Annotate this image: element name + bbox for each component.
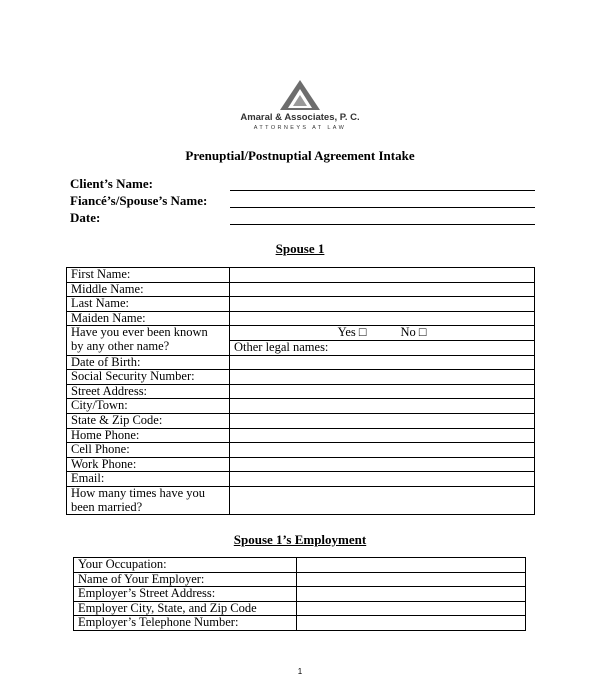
maiden-name-input[interactable] <box>230 311 535 326</box>
row-label: Employer’s Street Address: <box>74 587 297 602</box>
employment-table <box>73 557 526 631</box>
married-label-line2: been married? <box>67 501 230 515</box>
known-as-label-line1: Have you ever been known <box>67 326 230 341</box>
other-names-label: Other legal names: <box>234 339 329 354</box>
row-label: Employer’s Telephone Number: <box>74 616 297 631</box>
table-row <box>67 326 535 341</box>
known-as-label-line2: by any other name? <box>67 340 230 355</box>
table-row <box>74 572 526 587</box>
row-label: Work Phone: <box>67 457 230 472</box>
ssn-input[interactable] <box>230 370 535 385</box>
spouse1-table <box>66 267 535 515</box>
row-label: Name of Your Employer: <box>74 572 297 587</box>
table-row <box>67 340 535 355</box>
table-row <box>74 587 526 602</box>
row-label: State & Zip Code: <box>67 413 230 428</box>
row-label: Last Name: <box>67 297 230 312</box>
clients-name-field[interactable] <box>230 190 535 191</box>
cell-phone-input[interactable] <box>230 443 535 458</box>
row-label: Cell Phone: <box>67 443 230 458</box>
row-label: Email: <box>67 472 230 487</box>
table-row <box>67 399 535 414</box>
firm-logo <box>230 78 370 134</box>
table-row <box>67 486 535 500</box>
yes-checkbox[interactable]: Yes □ <box>337 325 367 340</box>
triangle-logo-icon <box>278 78 322 112</box>
table-row <box>67 457 535 472</box>
table-row <box>67 311 535 326</box>
date-field[interactable] <box>230 224 535 225</box>
no-checkbox[interactable]: No □ <box>400 325 427 340</box>
street-address-input[interactable] <box>230 384 535 399</box>
other-legal-names-input[interactable] <box>230 340 535 355</box>
employer-name-input[interactable] <box>297 572 526 587</box>
spouse-name-field[interactable] <box>230 207 535 208</box>
times-married-input[interactable] <box>230 486 535 514</box>
middle-name-input[interactable] <box>230 282 535 297</box>
first-name-input[interactable] <box>230 268 535 283</box>
work-phone-input[interactable] <box>230 457 535 472</box>
firm-name: Amaral & Associates, P. C. <box>240 112 360 123</box>
table-row <box>74 558 526 573</box>
table-row <box>67 370 535 385</box>
row-label: Maiden Name: <box>67 311 230 326</box>
table-row <box>67 282 535 297</box>
table-row <box>67 355 535 370</box>
table-row <box>74 601 526 616</box>
row-label: First Name: <box>67 268 230 283</box>
occupation-input[interactable] <box>297 558 526 573</box>
table-row <box>67 428 535 443</box>
row-label: Date of Birth: <box>67 355 230 370</box>
table-row <box>67 268 535 283</box>
row-label: City/Town: <box>67 399 230 414</box>
known-as-options <box>230 326 535 341</box>
date-of-birth-input[interactable] <box>230 355 535 370</box>
table-row <box>67 413 535 428</box>
row-label: Home Phone: <box>67 428 230 443</box>
table-row <box>67 443 535 458</box>
employer-street-input[interactable] <box>297 587 526 602</box>
date-label: Date: <box>70 210 101 225</box>
married-label-line1: How many times have you <box>67 486 230 500</box>
table-row <box>74 616 526 631</box>
spouse-name-label: Fiancé’s/Spouse’s Name: <box>70 193 208 208</box>
row-label: Middle Name: <box>67 282 230 297</box>
state-zip-input[interactable] <box>230 413 535 428</box>
firm-tagline: ATTORNEYS AT LAW <box>253 125 347 131</box>
page-number: 1 <box>297 667 303 676</box>
employer-phone-input[interactable] <box>297 616 526 631</box>
section-heading-employment: Spouse 1’s Employment <box>233 532 367 547</box>
home-phone-input[interactable] <box>230 428 535 443</box>
table-row <box>67 297 535 312</box>
row-label: Social Security Number: <box>67 370 230 385</box>
employer-city-input[interactable] <box>297 601 526 616</box>
table-row <box>67 384 535 399</box>
table-row <box>67 472 535 487</box>
page-title: Prenuptial/Postnuptial Agreement Intake <box>185 148 415 163</box>
section-heading-spouse1: Spouse 1 <box>275 241 325 256</box>
email-input[interactable] <box>230 472 535 487</box>
row-label: Your Occupation: <box>74 558 297 573</box>
city-town-input[interactable] <box>230 399 535 414</box>
last-name-input[interactable] <box>230 297 535 312</box>
clients-name-label: Client’s Name: <box>70 176 153 191</box>
row-label: Street Address: <box>67 384 230 399</box>
row-label: Employer City, State, and Zip Code <box>74 601 297 616</box>
